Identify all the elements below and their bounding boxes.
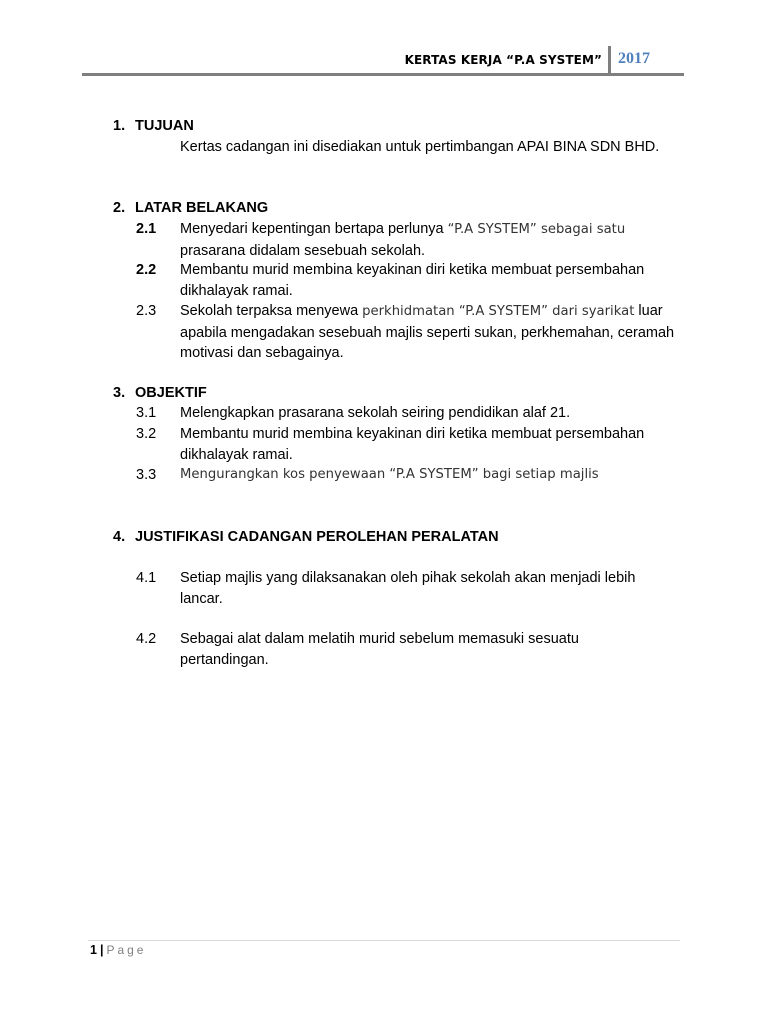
item-number: 3.2 — [136, 426, 157, 442]
section-number: 4. — [113, 529, 126, 545]
item-text-part: prasarana didalam sesebuah sekolah. — [180, 242, 426, 259]
item-text-part: luar apabila mengadakan sesebuah majlis seperti sukan, perkhemahan, ceramah motivasi dan sebagainya. — [180, 303, 675, 361]
list-item-text: Melengkapkan prasarana sekolah seiring pendidikan alaf 21. — [180, 405, 571, 421]
item-number: 3.3 — [136, 467, 157, 483]
page-word: Page — [106, 943, 147, 957]
header-divider — [608, 46, 611, 74]
section-paragraph: Kertas cadangan ini disediakan untuk pertimbangan APAI BINA SDN BHD. — [180, 139, 660, 155]
section-number: 3. — [113, 385, 126, 401]
item-text-part: perkhidmatan “P.A SYSTEM” dari syarikat — [362, 304, 635, 319]
section-heading-justifikasi — [113, 527, 499, 547]
item-number: 4.2 — [136, 631, 157, 647]
section-title: LATAR BELAKANG — [135, 200, 269, 216]
item-text-part: Menyedari kepentingan bertapa perlunya — [180, 221, 448, 237]
list-item-text: Setiap majlis yang dilaksanakan oleh pihak sekolah akan menjadi lebih lancar. — [180, 570, 636, 607]
item-text-part: Sekolah terpaksa menyewa — [180, 303, 363, 319]
page-number: 1 — [90, 943, 97, 957]
item-number: 2.3 — [136, 303, 157, 319]
item-number: 4.1 — [136, 570, 157, 586]
page-header — [82, 44, 684, 76]
item-number: 3.1 — [136, 405, 157, 421]
item-number: 2.1 — [136, 221, 157, 237]
list-item-text — [180, 219, 680, 261]
section-number: 2. — [113, 200, 126, 216]
header-year: 2017 — [618, 50, 650, 67]
item-number: 2.2 — [136, 262, 157, 278]
section-number: 1. — [113, 118, 126, 134]
list-item-text: Sebagai alat dalam melatih murid sebelum memasuki sesuatu pertandingan. — [180, 631, 579, 668]
header-title: KERTAS KERJA “P.A SYSTEM” — [404, 53, 602, 67]
section-title: OBJEKTIF — [135, 385, 207, 401]
header-rule — [82, 73, 684, 76]
list-item-text: Membantu murid membina keyakinan diri ketika membuat persembahan dikhalayak ramai. — [180, 426, 645, 463]
section-title: JUSTIFIKASI CADANGAN PEROLEHAN PERALATAN — [135, 529, 499, 545]
footer-rule — [88, 940, 680, 941]
list-item-text: Membantu murid membina keyakinan diri ketika membuat persembahan dikhalayak ramai. — [180, 262, 645, 299]
footer-separator: | — [99, 943, 104, 957]
section-heading-latar-belakang — [113, 198, 268, 218]
list-item-text — [180, 301, 680, 364]
section-heading-objektif — [113, 383, 207, 403]
item-text-part: “P.A SYSTEM” sebagai satu — [447, 222, 626, 237]
page-footer — [90, 943, 146, 957]
section-title: TUJUAN — [135, 118, 194, 134]
list-item-text: Mengurangkan kos penyewaan “P.A SYSTEM” bagi setiap majlis — [180, 467, 599, 482]
section-heading-tujuan — [113, 116, 194, 136]
